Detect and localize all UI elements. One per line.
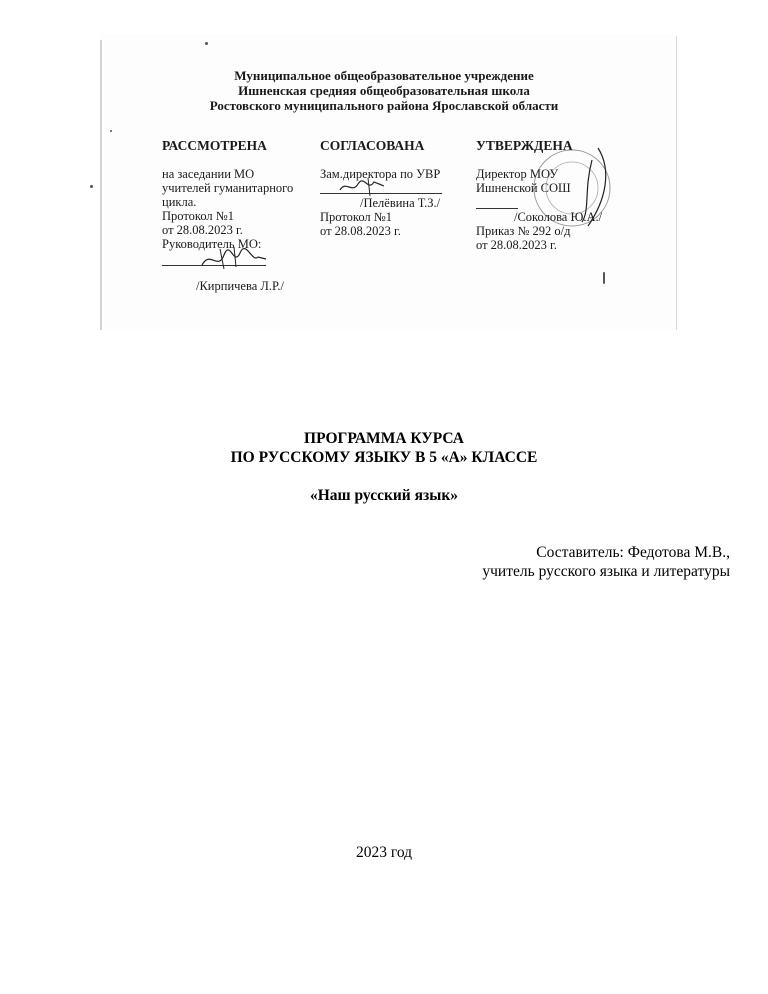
scan-speck	[90, 185, 93, 188]
considered-title: РАССМОТРЕНА	[162, 138, 267, 153]
scan-speck	[603, 272, 605, 284]
considered-line: Руководитель МО:	[162, 237, 262, 251]
approved-line: Ишненской СОШ	[476, 181, 571, 195]
approved-line: Приказ № 292 о/д	[476, 224, 571, 238]
considered-block	[162, 139, 293, 251]
year: 2023 год	[355, 844, 413, 861]
institution-line-2: Ишненская средняя общеобразовательная школа	[238, 83, 530, 98]
approved-line: от 28.08.2023 г.	[476, 238, 557, 252]
signature-agreed	[338, 176, 388, 198]
agreed-line: Зам.директора по УВР	[320, 167, 441, 181]
agreed-line: от 28.08.2023 г.	[320, 224, 401, 238]
program-title-line-1: ПРОГРАММА КУРСА	[304, 430, 464, 447]
considered-signer: /Кирпичева Л.Р./	[196, 279, 284, 293]
considered-line: на заседании МО	[162, 167, 255, 181]
program-title-line-2: ПО РУССКОМУ ЯЗЫКУ В 5 «А» КЛАССЕ	[230, 449, 538, 466]
institution-line-3: Ростовского муниципального района Ярославской области	[209, 98, 559, 113]
agreed-after-block	[320, 210, 401, 238]
agreed-block	[320, 139, 440, 181]
agreed-title: СОГЛАСОВАНА	[320, 138, 425, 153]
agreed-signer: /Пелёвина Т.З./	[360, 196, 441, 210]
considered-line: от 28.08.2023 г.	[162, 223, 243, 237]
compiler-position: учитель русского языка и литературы	[482, 563, 730, 580]
signature-line	[476, 208, 518, 209]
scan-speck	[205, 42, 208, 45]
course-name: «Наш русский язык»	[309, 487, 459, 504]
considered-line: цикла.	[162, 195, 197, 209]
approved-line: Директор МОУ	[476, 167, 559, 181]
agreed-line: Протокол №1	[320, 210, 392, 224]
scan-speck	[110, 130, 112, 132]
approved-after-block	[476, 224, 570, 252]
signature-considered	[200, 245, 270, 273]
approved-signer: /Соколова Ю.А./	[514, 210, 603, 224]
considered-line: Протокол №1	[162, 209, 234, 223]
compiler-name: Составитель: Федотова М.В.,	[536, 544, 730, 561]
approved-title: УТВЕРЖДЕНА	[476, 138, 573, 153]
considered-line: учителей гуманитарного	[162, 181, 294, 195]
institution-line-1: Муниципальное общеобразовательное учреждение	[234, 68, 534, 83]
